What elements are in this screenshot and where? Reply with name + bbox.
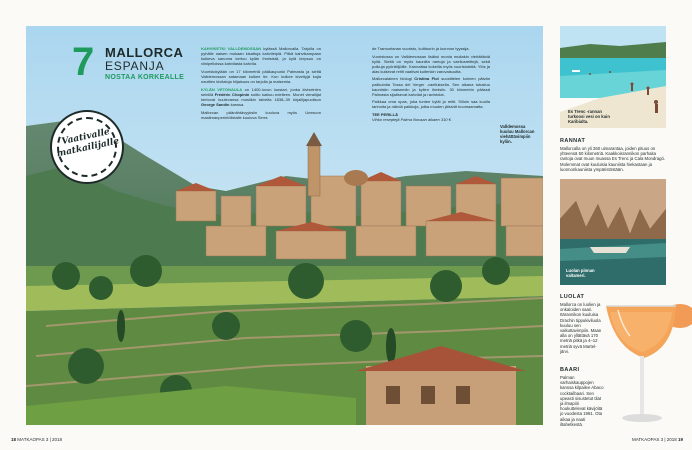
beach-photo-caption: Es Trenc -rannan turkoosi vesi on kuin Karibialta. <box>568 109 610 124</box>
name-chopin: Frédéric Chopinin <box>214 91 250 97</box>
paragraph-text: soitto kaikuu edelleen. Monet vierailijat kertovat kuulevansa musiikin talvelta 1838–39 kirjailijapuolison <box>201 91 322 102</box>
paragraph-text: on 1400-luvun luostari, jonka kiviseinien seinillä <box>201 86 321 97</box>
rannat-text: Mallorcalla on yli 260 uimarantaa, joiden pituus on yhteensä 50 kilometriä. Kaakkoisrannikon parhaita rantoja ovat muun muassa Es Trenc ja Cala Mondragó. Molemmat ovat kuuluisia kauniista hiekastaan ja luonnonkauniista ympäristöstään. <box>560 146 666 172</box>
destination-country: ESPANJA <box>105 59 165 73</box>
baari-text: Palman varhaiskauppojen kanssa kilpailee Abaco cocktailbaari. Sen upeasti sisustetut tilat ja ilmapiiri houkuttelevat kävijöitä jo vuodesta 1981. Ota aikaa ja nauti iltahetkestä. <box>560 375 604 427</box>
paragraph: de Tramuntanan vuoristo, kulttuurin ja luonnon tyyssija. <box>372 46 470 51</box>
paragraph-text: suosittelee kolmen päivän patikointia Tossa del Verger -vaelluksella. Sen aikana tutustuu kauniisiin maisemiin ja kylien ihmisiin. 30 kilometrin päässä Palmasta sijaitsevat kahvilat ja ravintolat. <box>372 76 490 97</box>
name-sand: George Sandin <box>201 101 230 107</box>
paragraph <box>372 76 490 96</box>
paragraph: Palkkaa oma opas, joka tuntee kylät ja reitit. Silloin saa kuulla tarinoita ja nähdä paikkoja, jotka muuten jäisivät huomaamatta. <box>372 99 490 110</box>
paragraph: Vuoristokylään on 17 kilometriä pääkaupunki Palmasta ja sieltä Valldemossan satamaan kulkee tie. Kun kulkee kivettyjä kujia nauttien kivitaloja hiljaisuus on tarjolla ja maisemia. <box>201 68 321 85</box>
magazine-issue: MATKAOPAS 3 | 2018 <box>17 437 63 442</box>
destination-tagline: NOSTAA KORKEALLE <box>105 74 185 81</box>
paragraph <box>201 87 321 107</box>
luolat-heading: LUOLAT <box>560 294 585 300</box>
cave-photo-caption: Luolan pinnan valtameri. <box>566 268 595 278</box>
paragraph: Vuoristossa on Valldemossan lisäksi monia muitakin viehättäviä kyliä. Sieltä on myös kauniita rantoja ja vaellusreittejä, sekä polkuja pyöräilijöille. Kannattaa kokeilla myös vuoristoteitä. Ylös ja alas kulkevat reitit vaativat kuitenkin varovaisuutta. <box>372 53 490 74</box>
paragraph <box>201 46 321 66</box>
credit-label: TEE PERILLÄ <box>372 112 399 118</box>
paragraph: Mallorcan päänähtävyyksiin kuuluva myös Unescon maailmanperintölistalle kuuluva Serra <box>201 109 321 120</box>
destination-number: 7 <box>72 40 95 84</box>
page-number: 19 <box>678 437 684 442</box>
folio-right <box>632 437 683 442</box>
paragraph-text: kylässä Mallorcalla. Tarjolla on pyhälle naisen mukaan kisattuja kahvileipiä. Pitkä kahvikampaan kulkeva sanoma kertoo kylän ihmisistä, ja kylä kiepsuu on viinipelloissa kahvilasta kahvila. <box>201 46 321 67</box>
paragraph-lead: KYLÄN VETONAULA <box>201 86 243 92</box>
paragraph-lead: KAHVIKETKI VALLDEMOSSAN <box>201 46 262 51</box>
stamp-text: Vaativalle matkailijalle <box>55 127 121 160</box>
destination-title: MALLORCA <box>105 45 184 60</box>
folio-left <box>11 437 62 442</box>
baari-heading: BAARI <box>560 367 580 373</box>
credit-text: Vihko reseptejä Palma Novaan alkaen 310 €. <box>372 117 452 123</box>
cocktail-glass-image <box>600 296 692 430</box>
article-column-2 <box>372 46 490 125</box>
article-column-1 <box>201 46 321 122</box>
name-fiol: Cristina Fiol <box>414 76 439 82</box>
luolat-text: Mallorca on luolien ja onkaloiden saari. Itärannikon kuuluisa Drachin tippukiviluola kuuluu sen vaikuttavimpiin. Maan alla on yllättävä 170 metriä pitkä ja 4–12 metriä syvä Martel-järvi. <box>560 302 602 354</box>
photo-caption: Valldemossa kuuluu Mallorcan viehättävimpiin kyliin. <box>500 124 535 144</box>
magazine-issue: MATKAOPAS 3 | 2018 <box>632 437 677 442</box>
travel-credit <box>372 112 490 122</box>
paragraph-text: kanssa. <box>229 101 245 107</box>
page-number: 18 <box>11 437 17 442</box>
rannat-heading: RANNAT <box>560 138 586 144</box>
paragraph-text: Mallorcalainen biologi <box>372 76 415 82</box>
vaativalle-stamp <box>52 112 122 182</box>
